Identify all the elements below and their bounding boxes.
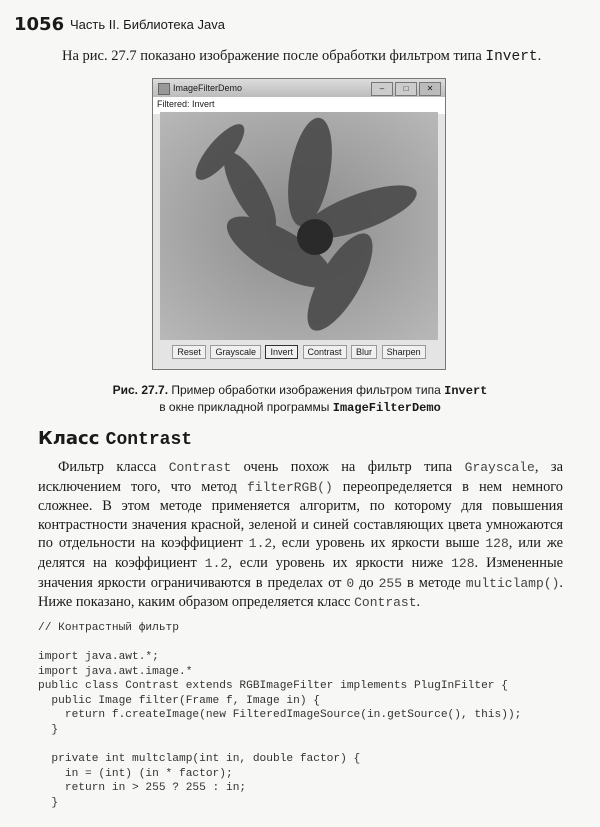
intro-end: . xyxy=(537,48,542,64)
paragraph-text: переопределяется в нем немного сложнее. В этом методе применяется алгоритм, по которому для повышения контрастности значения красной, зеленой и синей составляющих цвета умножаются по отдельности на коэффициент xyxy=(38,478,564,552)
app-icon xyxy=(158,83,170,95)
close-icon[interactable]: ✕ xyxy=(419,82,441,96)
body-paragraph xyxy=(38,458,563,613)
code-listing: // Контрастный фильтр import java.awt.*; import java.awt.image.* public class Contrast extends RGBImageFilter implements PlugInFilter { public Image filter(Frame f, Image in) { return f.createImage(new FilteredImageSource(in.getSource(), this)); } private int multclamp(int in, double factor) { in = (int) (in * factor); return in > 255 ? 255 : in; } xyxy=(38,621,522,809)
inline-code: filterRGB() xyxy=(246,479,333,495)
filter-status-label: Filtered: Invert xyxy=(153,97,445,114)
heading-code: Contrast xyxy=(105,430,193,450)
blur-button[interactable]: Blur xyxy=(351,345,377,359)
paragraph-text: . Измененные значения яркости ограничиваются в пределах от xyxy=(38,554,564,591)
lily-photo xyxy=(160,112,438,340)
figure-window-screenshot xyxy=(152,78,446,370)
paragraph-text: , если уровень их яркости ниже xyxy=(228,554,452,571)
intro-text xyxy=(62,48,541,65)
inline-code: Grayscale xyxy=(464,460,535,475)
paragraph-text: . xyxy=(416,594,421,611)
window-title: ImageFilterDemo xyxy=(173,83,243,93)
inline-code: 1.2 xyxy=(204,555,229,571)
grayscale-button[interactable]: Grayscale xyxy=(210,345,261,359)
paragraph-text: , если уровень их яркости выше xyxy=(272,535,486,552)
contrast-button[interactable]: Contrast xyxy=(303,345,347,359)
inline-code: 255 xyxy=(378,575,402,591)
invert-button[interactable]: Invert xyxy=(265,345,298,359)
section-heading xyxy=(38,427,563,452)
inline-code: Contrast xyxy=(168,460,232,475)
paragraph-text: до xyxy=(354,574,379,591)
section-body xyxy=(38,427,563,810)
figure-caption xyxy=(0,382,600,416)
minimize-icon[interactable]: – xyxy=(371,82,393,96)
maximize-icon[interactable]: □ xyxy=(395,82,417,96)
inline-code: Contrast xyxy=(354,595,417,611)
paragraph-text: , или же делятся на коэффициент xyxy=(38,535,563,571)
window-titlebar xyxy=(153,79,445,97)
filter-button-row xyxy=(153,345,445,359)
caption-label: Рис. 27.7. xyxy=(112,383,169,397)
paragraph-text: , за исключением того, что метод xyxy=(38,459,563,495)
sharpen-button[interactable]: Sharpen xyxy=(382,345,426,359)
paragraph-text: очень похож на фильтр типа xyxy=(231,459,465,475)
intro-code: Invert xyxy=(485,49,538,65)
inline-code: 1.2 xyxy=(248,536,273,552)
paragraph-text: Фильтр класса xyxy=(58,459,169,475)
caption-code2: ImageFilterDemo xyxy=(332,401,441,415)
inline-code: 128 xyxy=(451,555,475,571)
caption-line1: Пример обработки изображения фильтром типа xyxy=(168,383,445,397)
reset-button[interactable]: Reset xyxy=(172,345,206,359)
caption-line2: в окне прикладной программы xyxy=(159,400,333,414)
inline-code: 0 xyxy=(346,575,355,591)
paragraph-text: . Ниже показано, каким образом определяется класс xyxy=(38,574,563,611)
inline-code: multiclamp() xyxy=(465,575,560,591)
inline-code: 128 xyxy=(485,536,509,552)
paragraph-text: в методе xyxy=(402,574,466,591)
heading-text: Класс xyxy=(38,428,106,449)
caption-code1: Invert xyxy=(444,384,488,398)
page-number: 1056 xyxy=(14,14,65,35)
intro-sentence: На рис. 27.7 показано изображение после обработки фильтром типа xyxy=(62,48,486,64)
running-header: Часть II. Библиотека Java xyxy=(70,17,225,32)
